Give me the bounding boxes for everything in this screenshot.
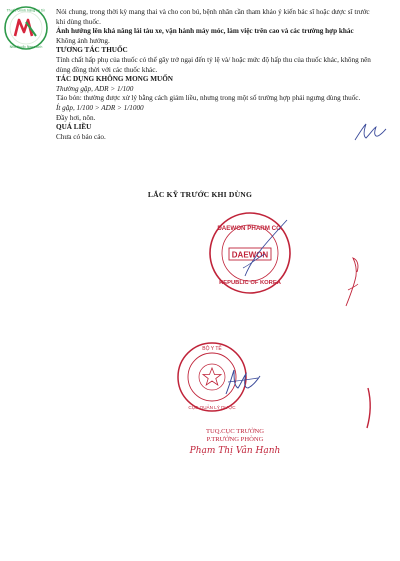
heading-overdose: QUÁ LIỀU <box>56 123 92 132</box>
footer-title-line1: TUQ.CỤC TRƯỞNG <box>205 428 265 435</box>
company-seal-center-text: DAEWON <box>231 250 269 260</box>
document-body <box>56 8 376 142</box>
svg-text:CỤC QUẢN LÝ DƯỢC: CỤC QUẢN LÝ DƯỢC <box>188 405 236 410</box>
footer-title-line2: P.TRƯỞNG PHÒNG <box>206 436 264 443</box>
paragraph-bloating: Đầy hơi, nôn. <box>56 113 96 122</box>
heading-side-effects: TÁC DỤNG KHÔNG MONG MUỐN <box>56 75 173 84</box>
paragraph-interactions: Tính chất hấp phụ của thuốc có thể gây trở ngại đến tỷ lệ và/ hoặc mức độ hấp thu của thuốc khác, không nên dùng đồng thời với các thuốc khác. <box>56 55 371 74</box>
shake-well-heading: LẮC KỸ TRƯỚC KHI DÙNG <box>147 190 253 199</box>
paragraph-no-effect: Không ảnh hưởng. <box>56 36 110 45</box>
margin-signature-red <box>340 250 364 310</box>
paragraph-pregnancy: Nói chung, trong thời kỳ mang thai và cho con bú, bệnh nhân cần tham khảo ý kiến bác sĩ hoặc dược sĩ trước khi dùng thuốc. <box>56 8 370 26</box>
approval-footer <box>180 428 290 456</box>
svg-text:DAEWON PHARM CO.: DAEWON PHARM CO. <box>217 225 283 232</box>
signer-name: Phạm Thị Vân Hạnh <box>189 446 281 456</box>
paragraph-constipation: Táo bón: thường được xử lý bằng cách giảm liều, nhưng trong một số trường hợp phải ngưng dùng thuốc. <box>56 94 361 103</box>
svg-text:BỘ Y TẾ: BỘ Y TẾ <box>202 346 222 352</box>
officer-signature <box>222 364 262 400</box>
svg-text:REPUBLIC OF KOREA: REPUBLIC OF KOREA <box>219 280 281 286</box>
side-effects-common-label: Thường gặp, ADR > 1/100 <box>56 84 134 93</box>
logo-text-bottom: Nhà thuốc Ngọc Anh <box>9 45 43 49</box>
logo-text-top: Thuốc chính hãng uy tín <box>6 8 46 13</box>
company-seal-stamp <box>207 210 293 296</box>
heading-driving-effects: Ảnh hưởng lên khả năng lái tàu xe, vận hành máy móc, làm việc trên cao và các trường hợp khác <box>56 27 354 36</box>
heading-drug-interactions: TƯƠNG TÁC THUỐC <box>56 46 128 55</box>
pharmacy-logo-icon <box>2 4 50 52</box>
margin-mark-red <box>362 386 374 430</box>
margin-initials-signature <box>352 118 388 146</box>
paragraph-overdose: Chưa có báo cáo. <box>56 132 106 141</box>
side-effects-uncommon-label: Ít gặp, 1/100 > ADR > 1/1000 <box>56 103 144 112</box>
